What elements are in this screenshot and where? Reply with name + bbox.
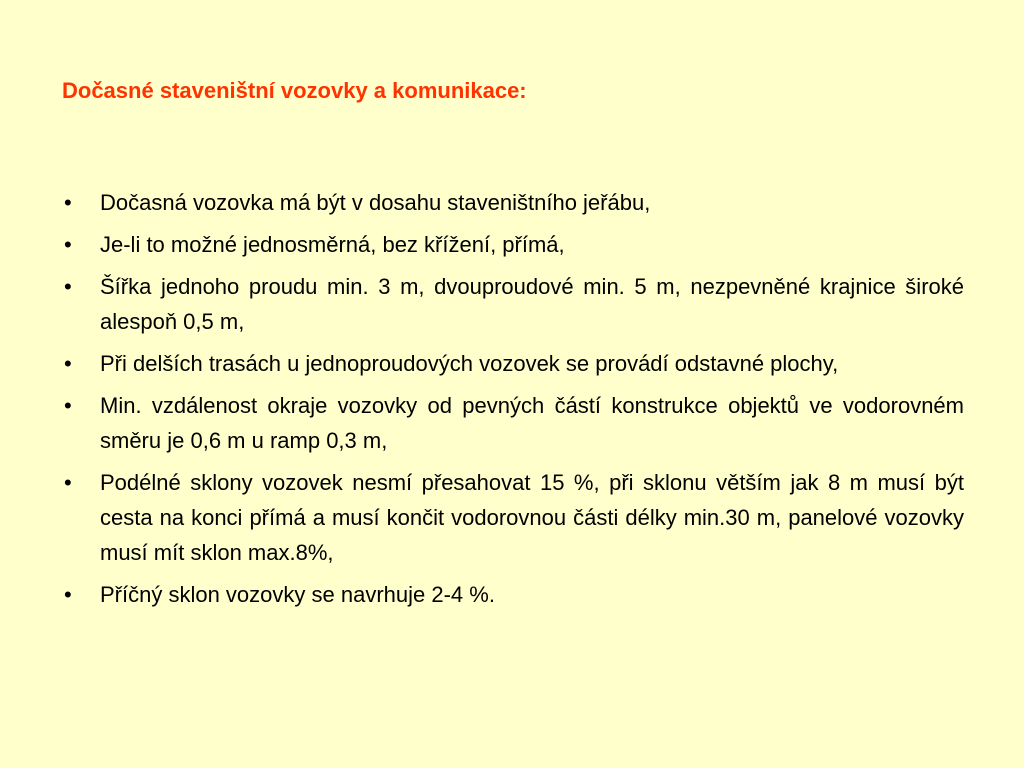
bullet-text: Dočasná vozovka má být v dosahu staveništního jeřábu, xyxy=(100,190,651,215)
list-item xyxy=(64,269,964,339)
list-item xyxy=(64,388,964,458)
bullet-text: Šířka jednoho proudu min. 3 m, dvouproudové min. 5 m, nezpevněné krajnice široké alespoň 0,5 m, xyxy=(100,274,964,334)
bullet-icon: • xyxy=(64,351,72,376)
bullet-text: Min. vzdálenost okraje vozovky od pevných částí konstrukce objektů ve vodorovném směru je 0,6 m u ramp 0,3 m, xyxy=(100,393,964,453)
bullet-text: Je-li to možné jednosměrná, bez křížení, přímá, xyxy=(100,232,565,257)
bullet-icon: • xyxy=(64,582,72,607)
bullet-text: Při delších trasách u jednoproudových vozovek se provádí odstavné plochy, xyxy=(100,351,839,376)
bullet-text: Příčný sklon vozovky se navrhuje 2-4 %. xyxy=(100,582,495,607)
list-item xyxy=(64,227,964,262)
bullet-icon: • xyxy=(64,393,72,418)
list-item xyxy=(64,346,964,381)
bullet-icon: • xyxy=(64,470,72,495)
bullet-icon: • xyxy=(64,274,72,299)
bullet-icon: • xyxy=(64,190,72,215)
bullet-text: Podélné sklony vozovek nesmí přesahovat 15 %, při sklonu větším jak 8 m musí být cesta na konci přímá a musí končit vodorovnou části délky min.30 m, panelové vozovky musí mít sklon max.8%, xyxy=(100,470,964,565)
list-item xyxy=(64,185,964,220)
slide-title: Dočasné staveništní vozovky a komunikace: xyxy=(62,78,527,103)
bullet-list xyxy=(64,185,964,619)
list-item xyxy=(64,577,964,612)
list-item xyxy=(64,465,964,570)
bullet-icon: • xyxy=(64,232,72,257)
